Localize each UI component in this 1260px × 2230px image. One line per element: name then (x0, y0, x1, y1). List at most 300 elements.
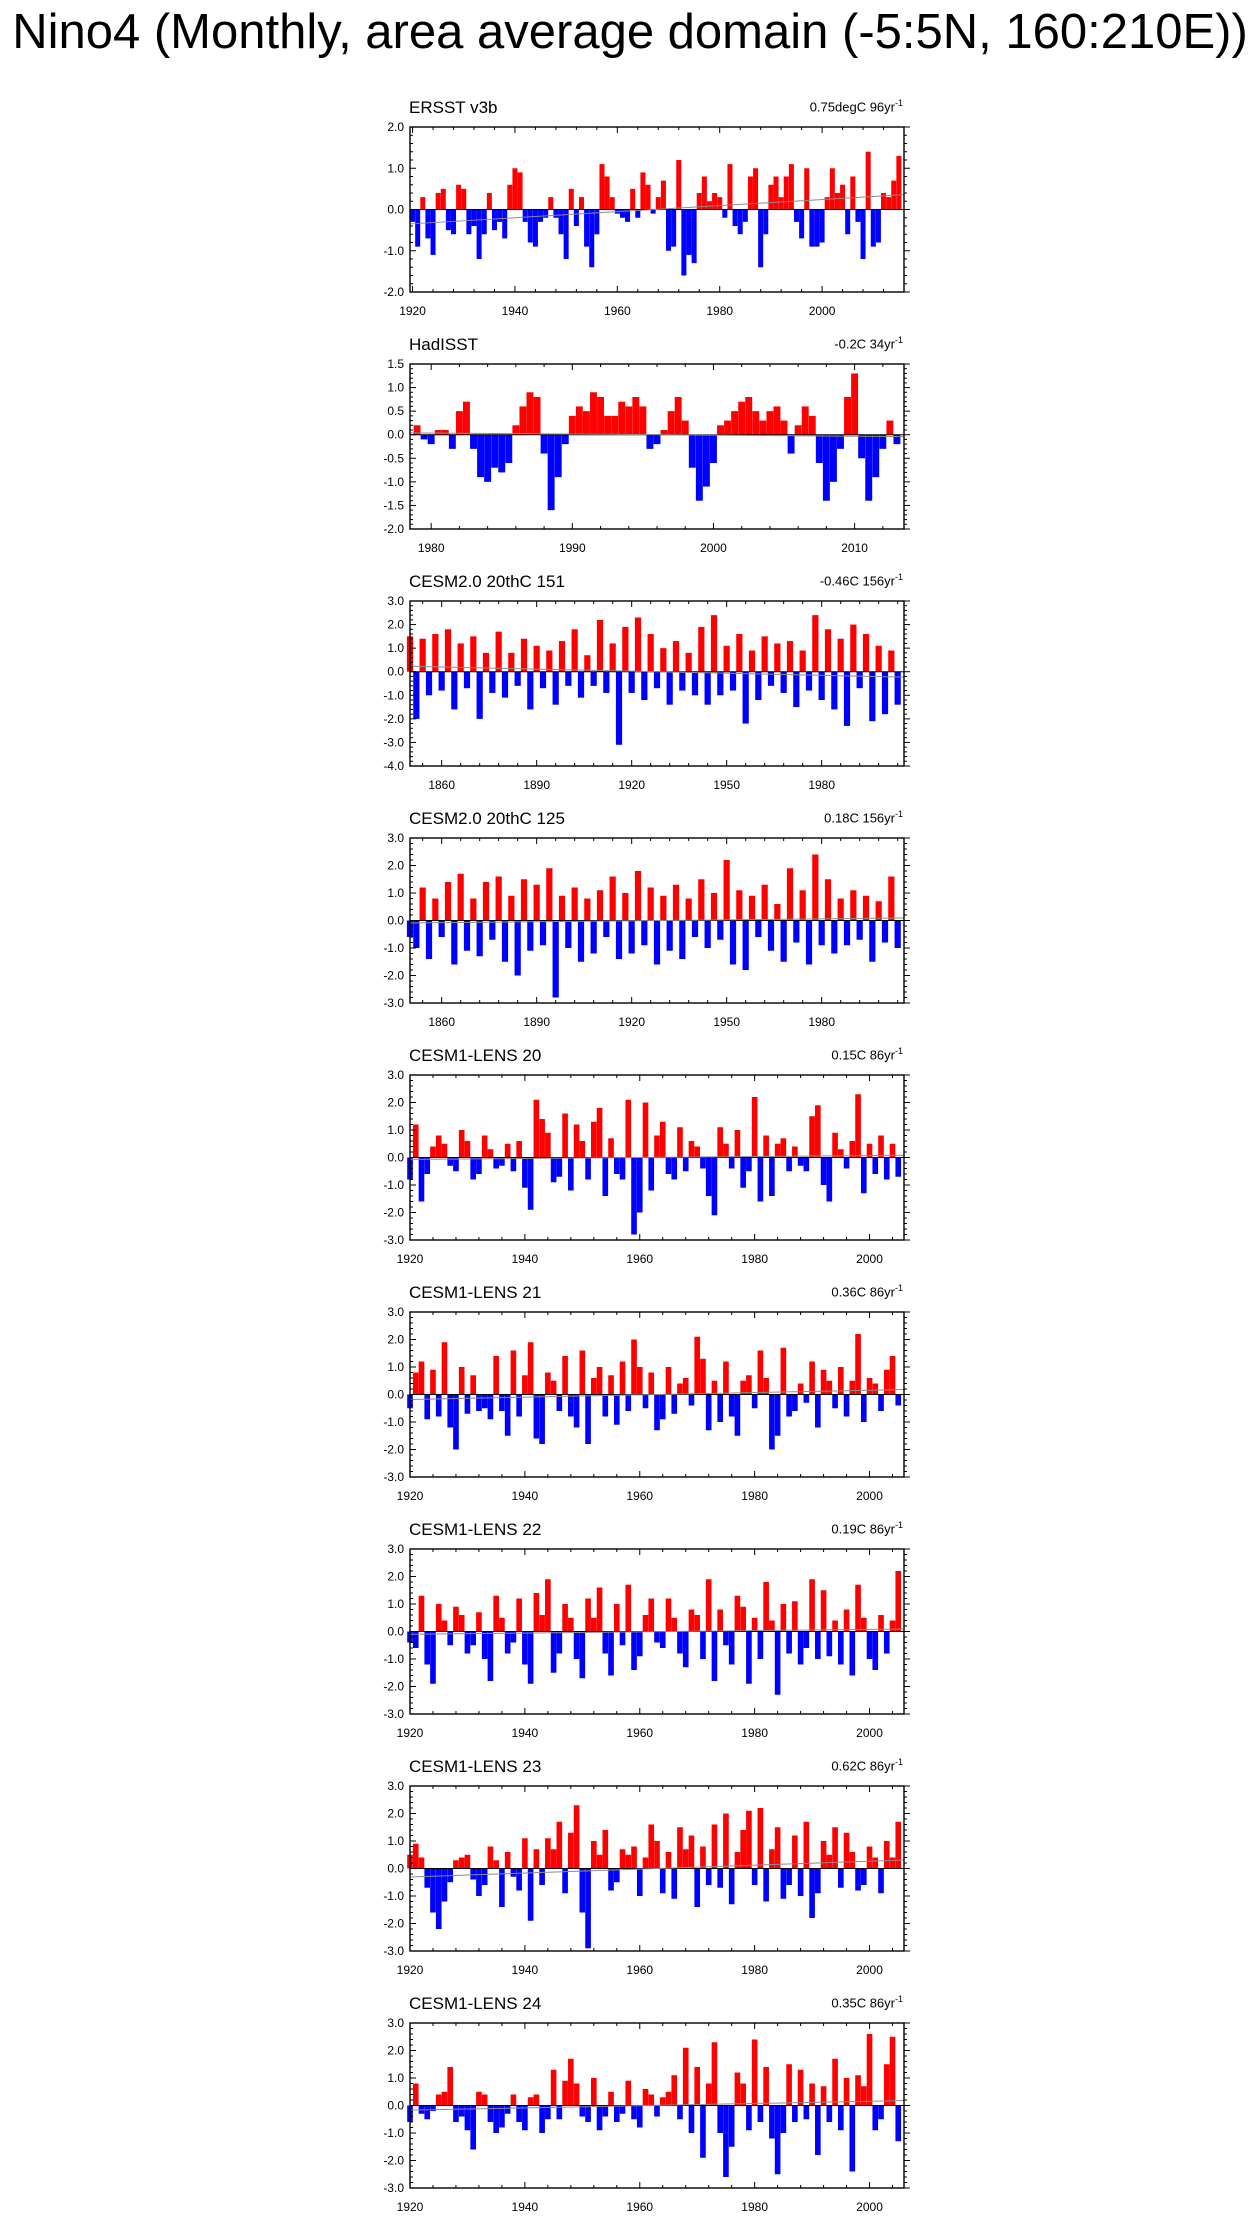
positive-anomaly-bar (640, 172, 645, 209)
negative-anomaly-bar (502, 672, 508, 698)
negative-anomaly-bar (568, 1158, 574, 1191)
x-tick-label: 1920 (618, 1015, 646, 1029)
positive-anomaly-bar (763, 1582, 769, 1632)
negative-anomaly-bar (660, 1395, 666, 1420)
positive-anomaly-bar (482, 2095, 488, 2106)
negative-anomaly-bar (562, 435, 569, 444)
positive-anomaly-bar (795, 425, 802, 434)
positive-anomaly-bar (838, 639, 844, 672)
negative-anomaly-bar (477, 210, 482, 260)
positive-anomaly-bar (646, 185, 651, 210)
negative-anomaly-bar (689, 2106, 695, 2134)
negative-anomaly-bar (528, 1158, 534, 1210)
positive-anomaly-bar (534, 885, 540, 921)
negative-anomaly-bar (589, 210, 594, 268)
y-tick-label: 0.0 (387, 1387, 404, 1402)
positive-anomaly-bar (534, 1593, 540, 1632)
positive-anomaly-bar (689, 1141, 695, 1158)
positive-anomaly-bar (548, 197, 553, 209)
trend-exponent: -1 (894, 1757, 903, 1767)
negative-anomaly-bar (882, 672, 888, 714)
positive-anomaly-bar (886, 421, 893, 435)
negative-anomaly-bar (857, 921, 863, 940)
x-tick-label: 1920 (396, 1489, 424, 1503)
positive-anomaly-bar (522, 1838, 528, 1868)
positive-anomaly-bar (637, 1367, 643, 1395)
positive-anomaly-bar (584, 899, 590, 921)
negative-anomaly-bar (738, 210, 743, 235)
negative-anomaly-bar (792, 2106, 798, 2123)
negative-anomaly-bar (654, 1632, 660, 1643)
negative-anomaly-bar (740, 1158, 746, 1188)
positive-anomaly-bar (522, 1375, 528, 1394)
negative-anomaly-bar (614, 1869, 620, 1883)
positive-anomaly-bar (872, 1384, 878, 1395)
positive-anomaly-bar (762, 885, 768, 921)
positive-anomaly-bar (768, 185, 773, 210)
positive-anomaly-bar (505, 1852, 511, 1869)
y-tick-label: -1.0 (383, 1415, 404, 1429)
negative-anomaly-bar (686, 210, 691, 255)
positive-anomaly-bar (413, 1125, 419, 1158)
area-chart (0, 335, 1260, 571)
negative-anomaly-bar (809, 1869, 815, 1919)
positive-anomaly-bar (528, 1342, 534, 1394)
negative-anomaly-bar (482, 1869, 488, 1886)
negative-anomaly-bar (631, 2106, 637, 2120)
negative-anomaly-bar (505, 2106, 511, 2114)
negative-anomaly-bar (830, 435, 837, 482)
positive-anomaly-bar (496, 877, 502, 921)
positive-anomaly-bar (559, 896, 565, 921)
chart-panel (0, 98, 1260, 334)
negative-anomaly-bar (528, 1632, 534, 1684)
x-tick-label: 1960 (626, 2200, 654, 2214)
negative-anomaly-bar (758, 1158, 764, 1202)
negative-anomaly-bar (426, 672, 432, 696)
positive-anomaly-bar (608, 1375, 614, 1394)
negative-anomaly-bar (574, 1632, 580, 1660)
positive-anomaly-bar (731, 411, 738, 435)
y-tick-label: -1.0 (383, 1889, 404, 1903)
negative-anomaly-bar (895, 921, 901, 949)
negative-anomaly-bar (746, 2106, 752, 2131)
negative-anomaly-bar (717, 1395, 723, 1423)
positive-anomaly-bar (568, 2059, 574, 2106)
negative-anomaly-bar (539, 1869, 545, 1886)
negative-anomaly-bar (497, 210, 502, 222)
y-tick-label: -2.0 (383, 1442, 404, 1457)
negative-anomaly-bar (884, 1158, 890, 1180)
x-tick-label: 1940 (501, 304, 529, 318)
negative-anomaly-bar (654, 921, 660, 965)
negative-anomaly-bar (819, 921, 825, 946)
positive-anomaly-bar (436, 193, 441, 210)
y-tick-label: -2.0 (383, 522, 404, 536)
y-tick-label: -3.0 (383, 735, 404, 750)
negative-anomaly-bar (541, 435, 548, 454)
positive-anomaly-bar (774, 643, 780, 671)
negative-anomaly-bar (631, 1158, 637, 1235)
positive-anomaly-bar (442, 2092, 448, 2106)
negative-anomaly-bar (430, 1869, 436, 1913)
negative-anomaly-bar (446, 210, 451, 231)
positive-anomaly-bar (511, 1351, 517, 1395)
positive-anomaly-bar (660, 2097, 666, 2105)
positive-anomaly-bar (798, 2070, 804, 2106)
positive-anomaly-bar (798, 1384, 804, 1395)
y-tick-label: 3.0 (387, 2016, 404, 2030)
negative-anomaly-bar (477, 435, 484, 477)
negative-anomaly-bar (540, 672, 546, 689)
positive-anomaly-bar (717, 425, 724, 434)
negative-anomaly-bar (614, 2106, 620, 2123)
positive-anomaly-bar (534, 2095, 540, 2106)
positive-anomaly-bar (562, 1604, 568, 1632)
positive-anomaly-bar (740, 2084, 746, 2106)
positive-anomaly-bar (789, 164, 794, 209)
positive-anomaly-bar (436, 1136, 442, 1158)
y-tick-label: 0.0 (387, 1624, 404, 1639)
positive-anomaly-bar (572, 629, 578, 671)
positive-anomaly-bar (815, 1105, 821, 1157)
negative-anomaly-bar (511, 1869, 517, 1877)
y-tick-label: -0.5 (383, 451, 404, 466)
negative-anomaly-bar (827, 1632, 833, 1657)
negative-anomaly-bar (476, 1158, 482, 1175)
negative-anomaly-bar (710, 435, 717, 463)
negative-anomaly-bar (631, 1632, 637, 1671)
negative-anomaly-bar (641, 921, 647, 946)
negative-anomaly-bar (637, 1632, 643, 1657)
negative-anomaly-bar (815, 2106, 821, 2156)
negative-anomaly-bar (551, 1158, 557, 1183)
x-tick-label: 1890 (523, 1015, 551, 1029)
positive-anomaly-bar (591, 1841, 597, 1869)
negative-anomaly-bar (426, 921, 432, 960)
trend-exponent: -1 (894, 1520, 903, 1530)
positive-anomaly-bar (872, 1858, 878, 1869)
positive-anomaly-bar (668, 411, 675, 435)
positive-anomaly-bar (551, 1381, 557, 1395)
y-tick-label: 3.0 (387, 1068, 404, 1082)
x-tick-label: 2000 (856, 2200, 883, 2214)
positive-anomaly-bar (559, 641, 565, 672)
positive-anomaly-bar (574, 2084, 580, 2106)
positive-anomaly-bar (604, 416, 611, 435)
positive-anomaly-bar (518, 172, 523, 209)
y-tick-label: -1.0 (383, 474, 404, 489)
positive-anomaly-bar (844, 1833, 850, 1869)
positive-anomaly-bar (784, 177, 789, 210)
positive-anomaly-bar (849, 1141, 855, 1158)
negative-anomaly-bar (534, 1395, 540, 1439)
y-tick-label: -1.5 (383, 498, 404, 513)
positive-anomaly-bar (605, 177, 610, 210)
negative-anomaly-bar (602, 1632, 608, 1654)
positive-anomaly-bar (639, 406, 646, 434)
positive-anomaly-bar (661, 430, 668, 435)
positive-anomaly-bar (654, 1136, 660, 1158)
negative-anomaly-bar (861, 210, 866, 260)
negative-anomaly-bar (415, 210, 420, 247)
negative-anomaly-bar (679, 921, 685, 960)
negative-anomaly-bar (597, 2106, 603, 2131)
positive-anomaly-bar (648, 888, 654, 921)
negative-anomaly-bar (491, 435, 498, 468)
negative-anomaly-bar (476, 1395, 482, 1412)
negative-anomaly-bar (555, 435, 562, 477)
main-title: Nino4 (Monthly, area average domain (-5:5N, 160:210E)) (12, 5, 1248, 59)
y-tick-label: 3.0 (387, 1779, 404, 1793)
negative-anomaly-bar (553, 210, 558, 218)
positive-anomaly-bar (625, 1855, 631, 1869)
positive-anomaly-bar (597, 1588, 603, 1632)
y-tick-label: 0.0 (387, 202, 404, 217)
y-tick-label: -3.0 (383, 1470, 404, 1484)
positive-anomaly-bar (802, 406, 809, 434)
positive-anomaly-bar (855, 1334, 861, 1395)
negative-anomaly-bar (424, 1158, 430, 1175)
positive-anomaly-bar (631, 1340, 637, 1395)
positive-anomaly-bar (430, 1147, 436, 1158)
negative-anomaly-bar (786, 1395, 792, 1417)
negative-anomaly-bar (465, 1395, 471, 1414)
negative-anomaly-bar (505, 1632, 511, 1654)
positive-anomaly-bar (779, 197, 784, 209)
negative-anomaly-bar (470, 1869, 476, 1880)
y-tick-label: -1.0 (383, 243, 404, 258)
negative-anomaly-bar (679, 672, 685, 691)
positive-anomaly-bar (863, 634, 869, 672)
negative-anomaly-bar (775, 1395, 781, 1436)
positive-anomaly-bar (838, 899, 844, 921)
positive-anomaly-bar (723, 1144, 729, 1158)
negative-anomaly-bar (482, 210, 487, 235)
negative-anomaly-bar (763, 1869, 769, 1902)
negative-anomaly-bar (838, 1632, 844, 1665)
negative-anomaly-bar (527, 672, 533, 710)
negative-anomaly-bar (793, 672, 799, 707)
negative-anomaly-bar (794, 210, 799, 222)
trend-exponent: -1 (894, 1994, 903, 2004)
positive-anomaly-bar (597, 1367, 603, 1395)
trend-exponent: -1 (894, 1283, 903, 1293)
negative-anomaly-bar (666, 210, 671, 251)
positive-anomaly-bar (727, 164, 732, 209)
negative-anomaly-bar (804, 1158, 810, 1172)
negative-anomaly-bar (578, 921, 584, 962)
x-tick-label: 2000 (700, 541, 727, 555)
y-tick-label: 1.0 (387, 1834, 404, 1848)
positive-anomaly-bar (712, 1381, 718, 1395)
positive-anomaly-bar (682, 421, 689, 435)
positive-anomaly-bar (630, 189, 635, 210)
x-tick-label: 1980 (741, 2200, 769, 2214)
positive-anomaly-bar (855, 1585, 861, 1632)
negative-anomaly-bar (815, 1632, 821, 1660)
positive-anomaly-bar (748, 177, 753, 210)
positive-anomaly-bar (746, 1811, 752, 1869)
positive-anomaly-bar (677, 1384, 683, 1395)
negative-anomaly-bar (733, 210, 738, 227)
negative-anomaly-bar (602, 2106, 608, 2117)
positive-anomaly-bar (809, 416, 816, 435)
negative-anomaly-bar (608, 1869, 614, 1891)
y-tick-label: -3.0 (383, 2181, 404, 2195)
trend-value: 0.35C 86yr (831, 1995, 895, 2011)
positive-anomaly-bar (551, 2070, 557, 2106)
negative-anomaly-bar (769, 1158, 775, 1197)
negative-anomaly-bar (539, 1395, 545, 1445)
negative-anomaly-bar (648, 1158, 654, 1191)
positive-anomaly-bar (432, 634, 438, 672)
positive-anomaly-bar (867, 1378, 873, 1395)
negative-anomaly-bar (681, 210, 686, 276)
positive-anomaly-bar (676, 160, 681, 210)
positive-anomaly-bar (625, 1585, 631, 1632)
positive-anomaly-bar (447, 2067, 453, 2106)
positive-anomaly-bar (631, 1847, 637, 1869)
y-tick-label: 1.0 (387, 2071, 404, 2085)
positive-anomaly-bar (519, 406, 526, 434)
negative-anomaly-bar (505, 1395, 511, 1436)
positive-anomaly-bar (677, 1827, 683, 1868)
positive-anomaly-bar (591, 1618, 597, 1632)
trend-value: 0.36C 86yr (831, 1284, 895, 1300)
positive-anomaly-bar (895, 1571, 901, 1632)
positive-anomaly-bar (597, 890, 603, 920)
x-tick-label: 1990 (558, 541, 586, 555)
positive-anomaly-bar (614, 1604, 620, 1632)
positive-anomaly-bar (511, 2095, 517, 2106)
negative-anomaly-bar (872, 2106, 878, 2131)
negative-anomaly-bar (689, 435, 696, 468)
positive-anomaly-bar (620, 1849, 626, 1868)
positive-anomaly-bar (539, 1119, 545, 1158)
y-tick-label: -1.0 (383, 1178, 404, 1192)
y-tick-label: 0.0 (387, 1861, 404, 1876)
y-tick-label: 1.0 (387, 1360, 404, 1374)
negative-anomaly-bar (705, 672, 711, 705)
negative-anomaly-bar (671, 1869, 677, 1899)
positive-anomaly-bar (781, 1138, 787, 1157)
y-tick-label: -2.0 (383, 1679, 404, 1694)
negative-anomaly-bar (459, 2106, 465, 2117)
positive-anomaly-bar (534, 1849, 540, 1868)
y-tick-label: -4.0 (383, 759, 404, 773)
x-tick-label: 1980 (741, 1489, 769, 1503)
negative-anomaly-bar (502, 921, 508, 962)
positive-anomaly-bar (620, 1362, 626, 1395)
positive-anomaly-bar (597, 620, 603, 672)
positive-anomaly-bar (735, 1596, 741, 1632)
y-tick-label: 3.0 (387, 1542, 404, 1556)
negative-anomaly-bar (436, 1395, 442, 1417)
negative-anomaly-bar (722, 210, 727, 218)
positive-anomaly-bar (724, 421, 731, 435)
x-tick-label: 2000 (856, 1726, 883, 1740)
positive-anomaly-bar (738, 402, 745, 435)
positive-anomaly-bar (413, 1844, 419, 1869)
negative-anomaly-bar (431, 210, 436, 255)
positive-anomaly-bar (545, 1838, 551, 1868)
trend-exponent: -1 (894, 335, 903, 345)
x-tick-label: 2000 (808, 304, 836, 318)
negative-anomaly-bar (620, 1158, 626, 1180)
negative-anomaly-bar (700, 2106, 706, 2158)
y-tick-label: -2.0 (383, 1205, 404, 1220)
negative-anomaly-bar (580, 1632, 586, 1679)
positive-anomaly-bar (698, 627, 704, 672)
y-tick-label: 1.0 (387, 641, 404, 656)
negative-anomaly-bar (470, 2106, 476, 2150)
negative-anomaly-bar (793, 921, 799, 943)
x-tick-label: 1960 (626, 1252, 654, 1266)
x-tick-label: 1960 (626, 1726, 654, 1740)
positive-anomaly-bar (413, 2084, 419, 2106)
positive-anomaly-bar (758, 1808, 764, 1869)
positive-anomaly-bar (534, 397, 541, 435)
negative-anomaly-bar (717, 672, 723, 696)
negative-anomaly-bar (629, 672, 635, 693)
negative-anomaly-bar (591, 921, 597, 954)
positive-anomaly-bar (442, 430, 449, 435)
positive-anomaly-bar (413, 1373, 419, 1395)
positive-anomaly-bar (643, 1858, 649, 1869)
negative-anomaly-bar (832, 1395, 838, 1409)
trend-exponent: -1 (894, 572, 903, 582)
positive-anomaly-bar (884, 2064, 890, 2105)
negative-anomaly-bar (712, 1632, 718, 1682)
positive-anomaly-bar (580, 1141, 586, 1158)
positive-anomaly-bar (830, 168, 835, 209)
negative-anomaly-bar (543, 210, 548, 218)
positive-anomaly-bar (890, 2037, 896, 2106)
negative-anomaly-bar (768, 921, 774, 951)
positive-anomaly-bar (507, 185, 512, 210)
positive-anomaly-bar (888, 651, 894, 672)
negative-anomaly-bar (492, 210, 497, 231)
negative-anomaly-bar (827, 2106, 833, 2123)
negative-anomaly-bar (677, 1632, 683, 1654)
negative-anomaly-bar (758, 1632, 764, 1660)
positive-anomaly-bar (648, 634, 654, 672)
positive-anomaly-bar (493, 1356, 499, 1395)
positive-anomaly-bar (884, 1370, 890, 1395)
y-tick-label: 0.0 (387, 2098, 404, 2113)
negative-anomaly-bar (511, 1158, 517, 1172)
negative-anomaly-bar (700, 1632, 706, 1660)
negative-anomaly-bar (482, 1632, 488, 1660)
positive-anomaly-bar (867, 2034, 873, 2106)
positive-anomaly-bar (656, 197, 661, 209)
x-tick-label: 1940 (511, 1252, 539, 1266)
positive-anomaly-bar (800, 890, 806, 920)
x-tick-label: 1940 (511, 2200, 539, 2214)
negative-anomaly-bar (548, 435, 555, 510)
positive-anomaly-bar (711, 615, 717, 672)
negative-anomaly-bar (585, 1158, 591, 1180)
negative-anomaly-bar (816, 435, 823, 463)
negative-anomaly-bar (499, 1395, 505, 1412)
negative-anomaly-bar (471, 210, 476, 227)
negative-anomaly-bar (528, 210, 533, 243)
negative-anomaly-bar (758, 2106, 764, 2123)
negative-anomaly-bar (882, 921, 888, 943)
y-tick-label: -2.0 (383, 711, 404, 726)
x-tick-label: 1980 (741, 1963, 769, 1977)
